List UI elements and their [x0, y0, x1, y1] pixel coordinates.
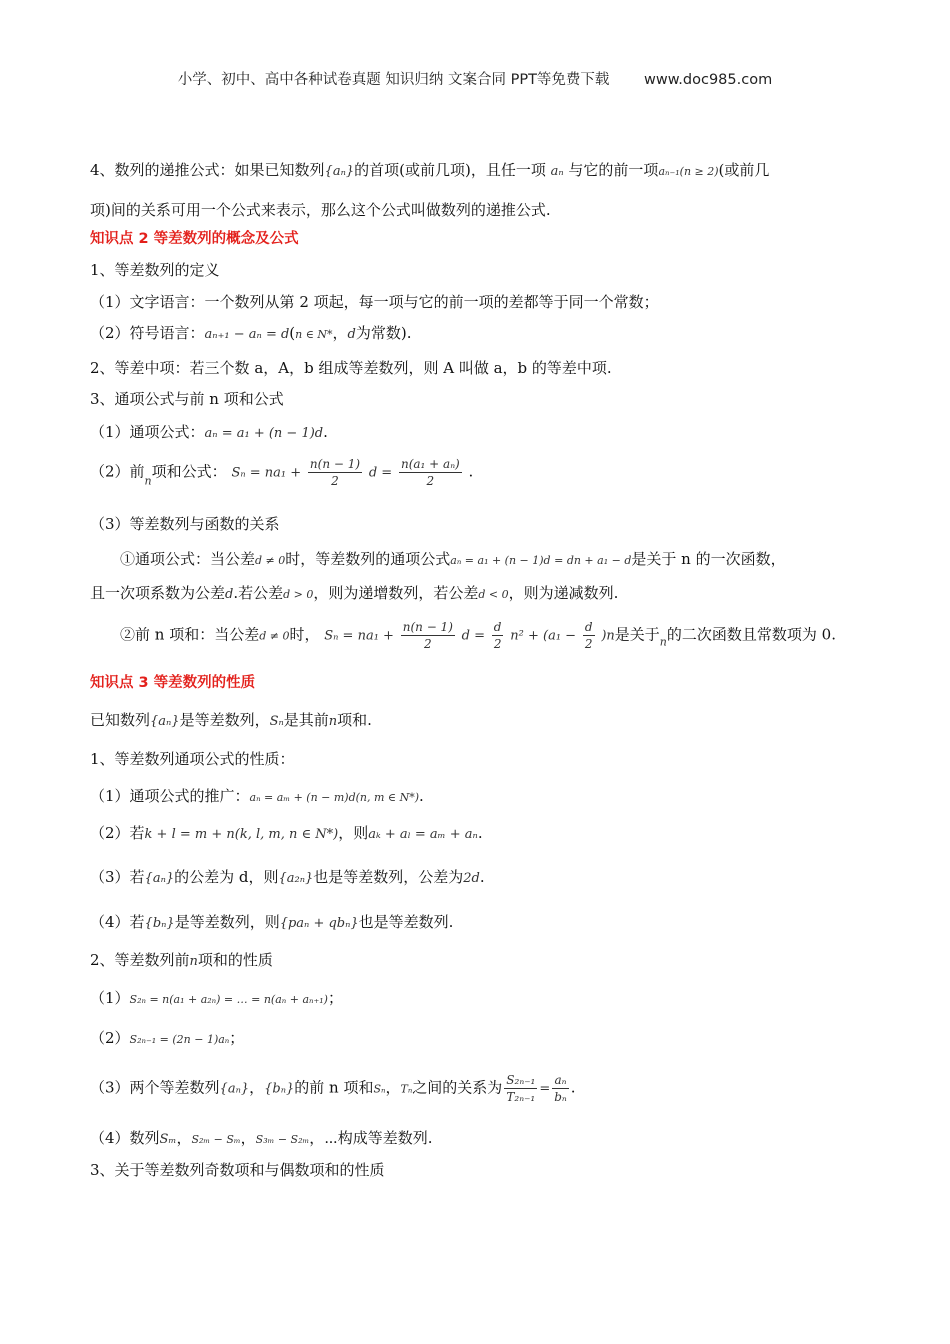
- k2-quadratic-line: ②前 n 项和：当公差d ≠ 0时， Sₙ = na₁ + $\frac{n(n - 1)}{2}$ d = $\frac{d}{2}$ n² + (a₁ − $\frac{d}{2}$ )n是关于$_n$的二次函数且常数项为 0.: [120, 620, 836, 651]
- k3-sum-prop-1: （1）S₂ₙ = n(a₁ + a₂ₙ) = … = n(aₙ + aₙ₊₁)；: [90, 989, 343, 1007]
- k3-intro: 已知数列{aₙ}是等差数列，Sₙ是其前n项和.: [90, 711, 372, 729]
- k2-sum-formula: （2）前$_n$项和公式： Sₙ = na₁ + $\frac{n(n - 1)}{2}$ d = $\frac{\text{n(a₁ + aₙ)}}{2}$ .: [90, 457, 474, 488]
- k3-general-props-heading: 1、等差数列通项公式的性质：: [90, 750, 295, 768]
- header-site-link[interactable]: www.doc985.com: [644, 72, 773, 88]
- recursion-line-2: 项)间的关系可用一个公式来表示，那么这个公式叫做数列的递推公式.: [90, 201, 551, 219]
- k2-middle-term: 2、等差中项：若三个数 a，A，b 组成等差数列，则 A 叫做 a，b 的等差中项.: [90, 359, 612, 377]
- fraction: $\frac{n(n - 1)}{2}$: [402, 620, 453, 651]
- k2-function-heading: （3）等差数列与函数的关系: [90, 515, 280, 533]
- k2-def-heading: 1、等差数列的定义: [90, 261, 220, 279]
- k3-sum-prop-4: （4）数列Sₘ，S₂ₘ − Sₘ，S₃ₘ − S₂ₘ，⋯构成等差数列.: [90, 1129, 433, 1147]
- k2-def-symbol: （2）符号语言：aₙ₊₁ − aₙ = d(n ∈ N*，d为常数).: [90, 324, 412, 342]
- fraction: $\frac{\text{n(a₁ + aₙ)}}{2}$: [400, 457, 460, 488]
- fraction: $\frac{n(n - 1)}{2}$: [309, 457, 361, 488]
- k3-sum-prop-2: （2）S₂ₙ₋₁ = (2n − 1)aₙ；: [90, 1029, 245, 1047]
- k3-prop-2: （2）若k + l = m + n(k, l, m, n ∈ N*)，则aₖ + aₗ = aₘ + aₙ.: [90, 824, 483, 842]
- page-header: [0, 68, 950, 89]
- k3-sum-props-heading: 2、等差数列前n项和的性质: [90, 951, 273, 969]
- fraction: $\frac{d}{2}$: [493, 620, 502, 651]
- k2-linear-line-2: 且一次项系数为公差d.若公差d > 0，则为递增数列，若公差d < 0，则为递减数列.: [90, 584, 619, 602]
- k3-sum-prop-3: （3）两个等差数列{aₙ}，{bₙ}的前 n 项和Sₙ，Tₙ之间的关系为 $\frac{\text{S₂ₙ₋₁}}{\text{T₂ₙ₋₁}}$ = $\frac{\text{aₙ}}{\text{bₙ}}$ .: [90, 1073, 576, 1104]
- recursion-line-1: 4、数列的递推公式：如果已知数列{aₙ}的首项(或前几项)，且任一项 aₙ 与它的前一项aₙ₋₁(n ≥ 2)(或前几: [90, 161, 770, 179]
- k2-general-term: （1）通项公式：aₙ = a₁ + (n − 1)d.: [90, 423, 328, 441]
- section-title-k3: 知识点 3 等差数列的性质: [90, 675, 256, 691]
- k2-formulas-heading: 3、通项公式与前 n 项和公式: [90, 390, 284, 408]
- k3-odd-even-heading: 3、关于等差数列奇数项和与偶数项和的性质: [90, 1161, 385, 1179]
- fraction: $\frac{\text{S₂ₙ₋₁}}{\text{T₂ₙ₋₁}}$: [506, 1073, 536, 1104]
- k3-prop-4: （4）若{bₙ}是等差数列，则{paₙ + qbₙ}也是等差数列.: [90, 913, 454, 931]
- section-title-k2: 知识点 2 等差数列的概念及公式: [90, 231, 299, 247]
- header-text: 小学、初中、高中各种试卷真题 知识归纳 文案合同 PPT等免费下载: [177, 72, 610, 88]
- k2-def-text: （1）文字语言：一个数列从第 2 项起，每一项与它的前一项的差都等于同一个常数；: [90, 293, 659, 311]
- k3-prop-1: （1）通项公式的推广：aₙ = aₘ + (n − m)d(n, m ∈ N*).: [90, 787, 424, 805]
- fraction: $\frac{\text{aₙ}}{\text{bₙ}}$: [554, 1073, 567, 1104]
- fraction: $\frac{d}{2}$: [584, 620, 593, 651]
- k3-prop-3: （3）若{aₙ}的公差为 d，则{a₂ₙ}也是等差数列，公差为2d.: [90, 868, 485, 886]
- k2-linear-line-1: ①通项公式：当公差d ≠ 0时，等差数列的通项公式aₙ = a₁ + (n − 1)d = dn + a₁ − d是关于 n 的一次函数，: [120, 550, 786, 568]
